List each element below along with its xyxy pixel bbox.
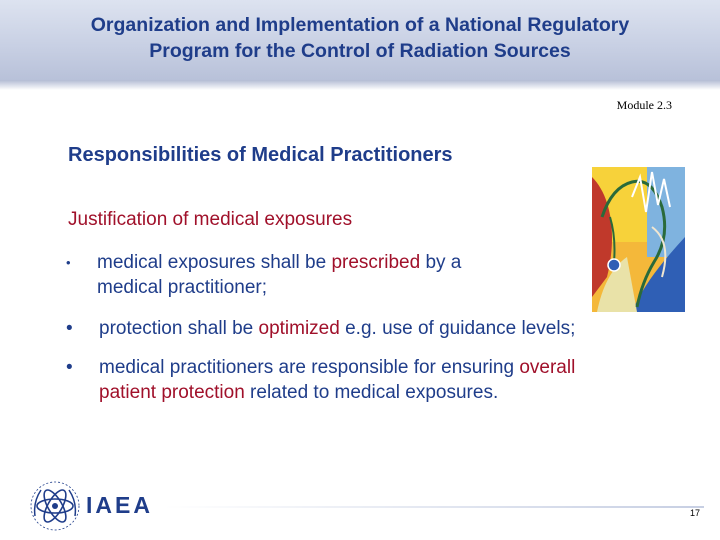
page-number: 17 — [689, 508, 700, 518]
module-label: Module 2.3 — [616, 98, 672, 112]
bullet-text: by a — [420, 252, 462, 273]
bullet-text: e.g. use of guidance levels; — [339, 318, 576, 339]
bullet-text: protection shall be — [99, 318, 259, 339]
medical-artwork-image — [592, 167, 685, 312]
header-shadow — [0, 80, 720, 90]
bullet-highlight: prescribed — [331, 252, 421, 273]
bullet-text: medical exposures shall be — [97, 252, 332, 273]
header-title-line2: Program for the Control of Radiation Sources — [149, 40, 571, 62]
bullet-highlight: patient protection — [99, 382, 245, 403]
bullet-text: medical practitioner; — [97, 277, 268, 298]
bullet-text: related to medical exposures. — [244, 382, 499, 403]
bullet-marker: • — [66, 255, 71, 270]
iaea-wordmark: IAEA — [86, 492, 153, 518]
iaea-emblem-icon — [29, 480, 81, 532]
footer-divider — [164, 506, 704, 508]
bullet-marker: • — [66, 357, 73, 378]
bullet-marker: • — [66, 318, 73, 339]
bullet-item-3 — [66, 355, 576, 405]
slide-subheading: Justification of medical exposures — [68, 209, 353, 230]
slide-title: Responsibilities of Medical Practitioners — [68, 144, 453, 166]
header-title-line1: Organization and Implementation of a National Regulatory — [90, 14, 630, 36]
bullet-item-1 — [66, 250, 462, 300]
bullet-highlight: optimized — [258, 318, 340, 339]
bullet-text: medical practitioners are responsible for ensuring — [99, 357, 520, 378]
bullet-item-2 — [66, 316, 576, 341]
header-title — [0, 12, 720, 64]
bullet-highlight: overall — [519, 357, 576, 378]
